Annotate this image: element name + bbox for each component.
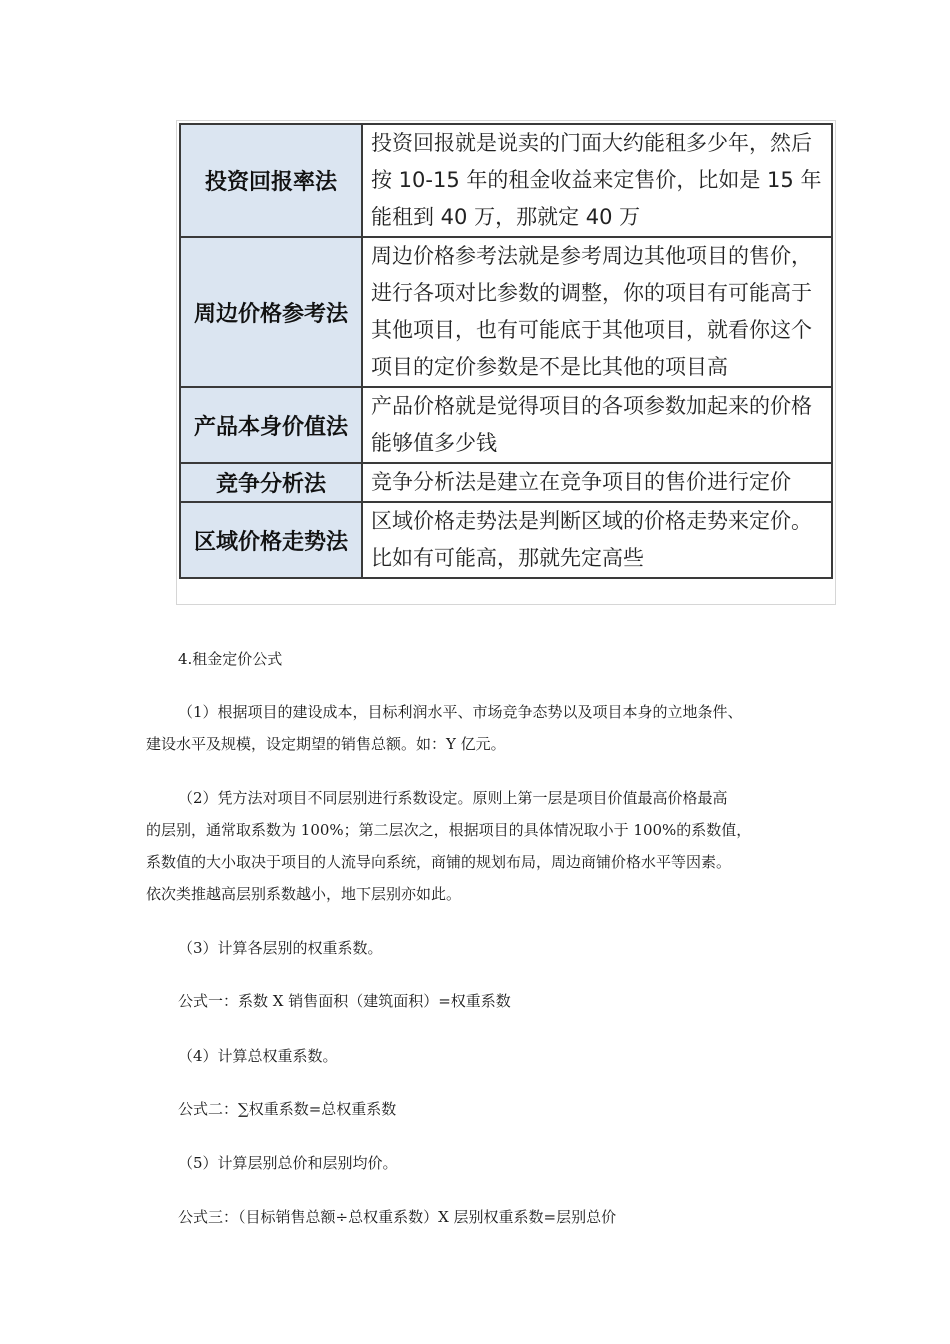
table-row [180, 463, 832, 502]
method-name: 周边价格参考法 [180, 237, 362, 387]
method-name: 竞争分析法 [180, 463, 362, 502]
table-row [180, 387, 832, 463]
method-description: 竞争分析法是建立在竞争项目的售价进行定价 [362, 463, 832, 502]
table-row [180, 502, 832, 578]
formula-3: 公式三：（目标销售总额÷总权重系数）X 层别权重系数=层别总价 [178, 1208, 617, 1226]
step-3: （3）计算各层别的权重系数。 [178, 939, 383, 957]
pricing-methods-table [179, 123, 833, 579]
pricing-methods-table-image [176, 120, 836, 605]
method-name: 区域价格走势法 [180, 502, 362, 578]
step-5: （5）计算层别总价和层别均价。 [178, 1154, 398, 1172]
table-row [180, 237, 832, 387]
paragraph-1-line-2: 建设水平及规模，设定期望的销售总额。如：Y 亿元。 [146, 735, 506, 753]
section-heading: 4.租金定价公式 [178, 650, 283, 668]
method-description: 区域价格走势法是判断区域的价格走势来定价。 比如有可能高，那就先定高些 [362, 502, 832, 578]
paragraph-2-line-2: 的层别，通常取系数为 100%；第二层次之，根据项目的具体情况取小于 100%的系数值， [146, 821, 752, 839]
method-description: 产品价格就是觉得项目的各项参数加起来的价格 能够值多少钱 [362, 387, 832, 463]
step-4: （4）计算总权重系数。 [178, 1047, 338, 1065]
paragraph-1-line-1: （1）根据项目的建设成本，目标利润水平、市场竞争态势以及项目本身的立地条件、 [178, 703, 743, 721]
formula-1: 公式一：系数 X 销售面积（建筑面积）=权重系数 [178, 992, 511, 1010]
method-description: 投资回报就是说卖的门面大约能租多少年，然后 按 10-15 年的租金收益来定售价，比如是 15 年 能租到 40 万，那就定 40 万 [362, 124, 832, 237]
formula-2: 公式二：∑权重系数=总权重系数 [178, 1100, 397, 1118]
method-name: 投资回报率法 [180, 124, 362, 237]
paragraph-2-line-1: （2）凭方法对项目不同层别进行系数设定。原则上第一层是项目价值最高价格最高 [178, 789, 728, 807]
table-row [180, 124, 832, 237]
method-name: 产品本身价值法 [180, 387, 362, 463]
paragraph-2-line-4: 依次类推越高层别系数越小，地下层别亦如此。 [146, 885, 462, 903]
method-description: 周边价格参考法就是参考周边其他项目的售价， 进行各项对比参数的调整，你的项目有可能高于 其他项目，也有可能底于其他项目，就看你这个 项目的定价参数是不是比其他的项目高 [362, 237, 832, 387]
paragraph-2-line-3: 系数值的大小取决于项目的人流导向系统，商铺的规划布局，周边商铺价格水平等因素。 [146, 853, 732, 871]
